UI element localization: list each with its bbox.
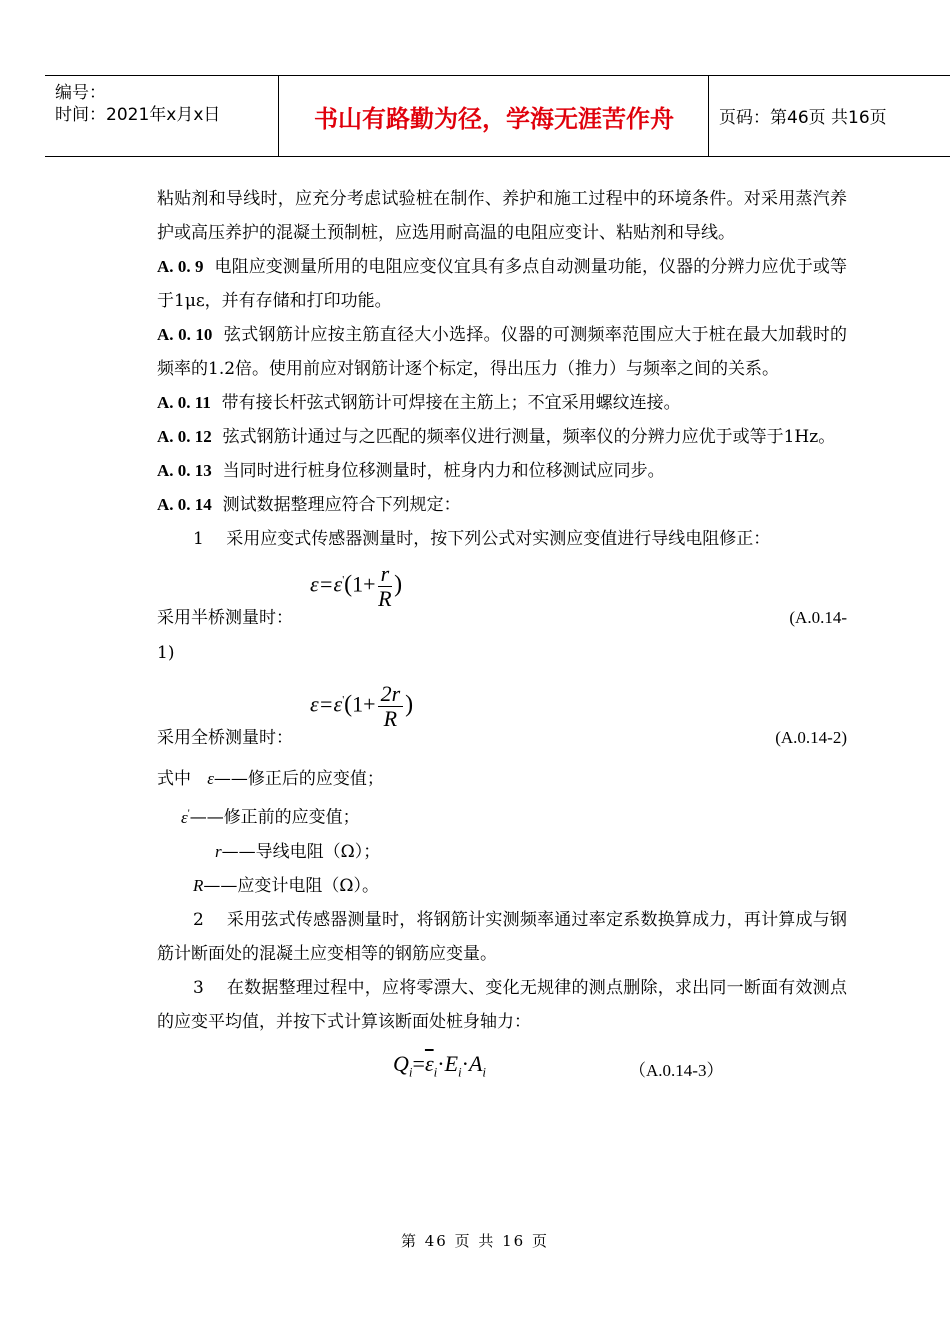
- clause-a010: [157, 318, 847, 386]
- definition-epsilon-prime: ε'——修正前的应变值；: [181, 807, 360, 828]
- clause-a09: [157, 250, 847, 318]
- formula-number: (A.0.14-2): [775, 728, 847, 747]
- document-body: [157, 182, 847, 1097]
- number-label: 编号：: [55, 83, 106, 103]
- header-top-rule: [45, 75, 950, 76]
- clause-text: 电阻应变测量所用的电阻应变仪宜具有多点自动测量功能，仪器的分辨力应优于或等于1με，并有存储和打印功能。: [157, 257, 848, 311]
- formula-number-wrap: 1): [157, 643, 175, 663]
- clause-a014: [157, 488, 847, 522]
- definition-r: r——导线电阻（Ω）；: [215, 841, 381, 862]
- formula-expression: ε=ε'(1+ $\frac{r}{R}$ ): [310, 561, 403, 611]
- item-2: 2 采用弦式传感器测量时，将钢筋计实测频率通过率定系数换算成力，再计算成与钢筋计断面处的混凝土应变相等的钢筋应变量。: [157, 909, 847, 964]
- header-meta: [55, 82, 220, 126]
- clause-a013: [157, 454, 847, 488]
- time-label: 时间：2021年x月x日: [55, 105, 221, 125]
- clause-a011: [157, 386, 847, 420]
- item-3: 3 在数据整理过程中，应将零漂大、变化无规律的测点删除，求出同一断面有效测点的应变平均值，并按下式计算该断面处桩身轴力：: [157, 977, 847, 1032]
- motto: 书山有路勤为径，学海无涯苦作舟: [314, 105, 674, 133]
- formula-expression: ε=ε'(1+ $\frac{2r}{R}$ ): [310, 681, 414, 731]
- clause-number: A. 0. 14: [157, 495, 212, 514]
- definition-R: R——应变计电阻（Ω）。: [193, 875, 379, 896]
- paragraph-continued: 粘贴剂和导线时，应充分考虑试验桩在制作、养护和施工过程中的环境条件。对采用蒸汽养护或高压养护的混凝土预制桩，应选用耐高温的电阻应变计、粘贴剂和导线。: [157, 189, 847, 243]
- clause-text: 当同时进行桩身位移测量时，桩身内力和位移测试应同步。: [222, 461, 665, 481]
- clause-a012: [157, 420, 847, 454]
- clause-number: A. 0. 10: [157, 325, 213, 344]
- clause-number: A. 0. 11: [157, 393, 211, 412]
- header-bottom-rule: [45, 156, 950, 157]
- definition-prefix: 式中: [157, 769, 191, 789]
- formula-label: 采用全桥测量时：: [157, 728, 293, 748]
- page-footer: 第 46 页 共 16 页: [400, 1232, 549, 1250]
- formula-expression: $Q_i=\overline{\varepsilon}_i\cdot E_i\cdot A_i$: [393, 1050, 487, 1080]
- formula-full-bridge: [157, 682, 847, 754]
- clause-number: A. 0. 9: [157, 257, 204, 276]
- clause-text: 带有接长杆弦式钢筋计可焊接在主筋上；不宜采用螺纹连接。: [221, 393, 681, 413]
- formula-axial-force: [157, 1047, 847, 1097]
- clause-text: 弦式钢筋计通过与之匹配的频率仪进行测量，频率仪的分辨力应优于或等于1Hz。: [222, 427, 836, 447]
- formula-label: 采用半桥测量时：: [157, 608, 293, 628]
- formula-number: （A.0.14-3）: [629, 1060, 724, 1080]
- clause-text: 测试数据整理应符合下列规定：: [222, 495, 461, 515]
- page-label: 页码：第46页 共16页: [719, 108, 887, 128]
- clause-text: 弦式钢筋计应按主筋直径大小选择。仪器的可测频率范围应大于桩在最大加载时的频率的1.2倍。使用前应对钢筋计逐个标定，得出压力（推力）与频率之间的关系。: [157, 325, 848, 379]
- definition-epsilon: 式中 ε——修正后的应变值；: [157, 769, 384, 789]
- clause-number: A. 0. 13: [157, 461, 212, 480]
- item-1: 1 采用应变式传感器测量时，按下列公式对实测应变值进行导线电阻修正：: [193, 529, 771, 549]
- formula-half-bridge: [157, 562, 847, 634]
- formula-number: (A.0.14-: [789, 608, 847, 627]
- clause-number: A. 0. 12: [157, 427, 212, 446]
